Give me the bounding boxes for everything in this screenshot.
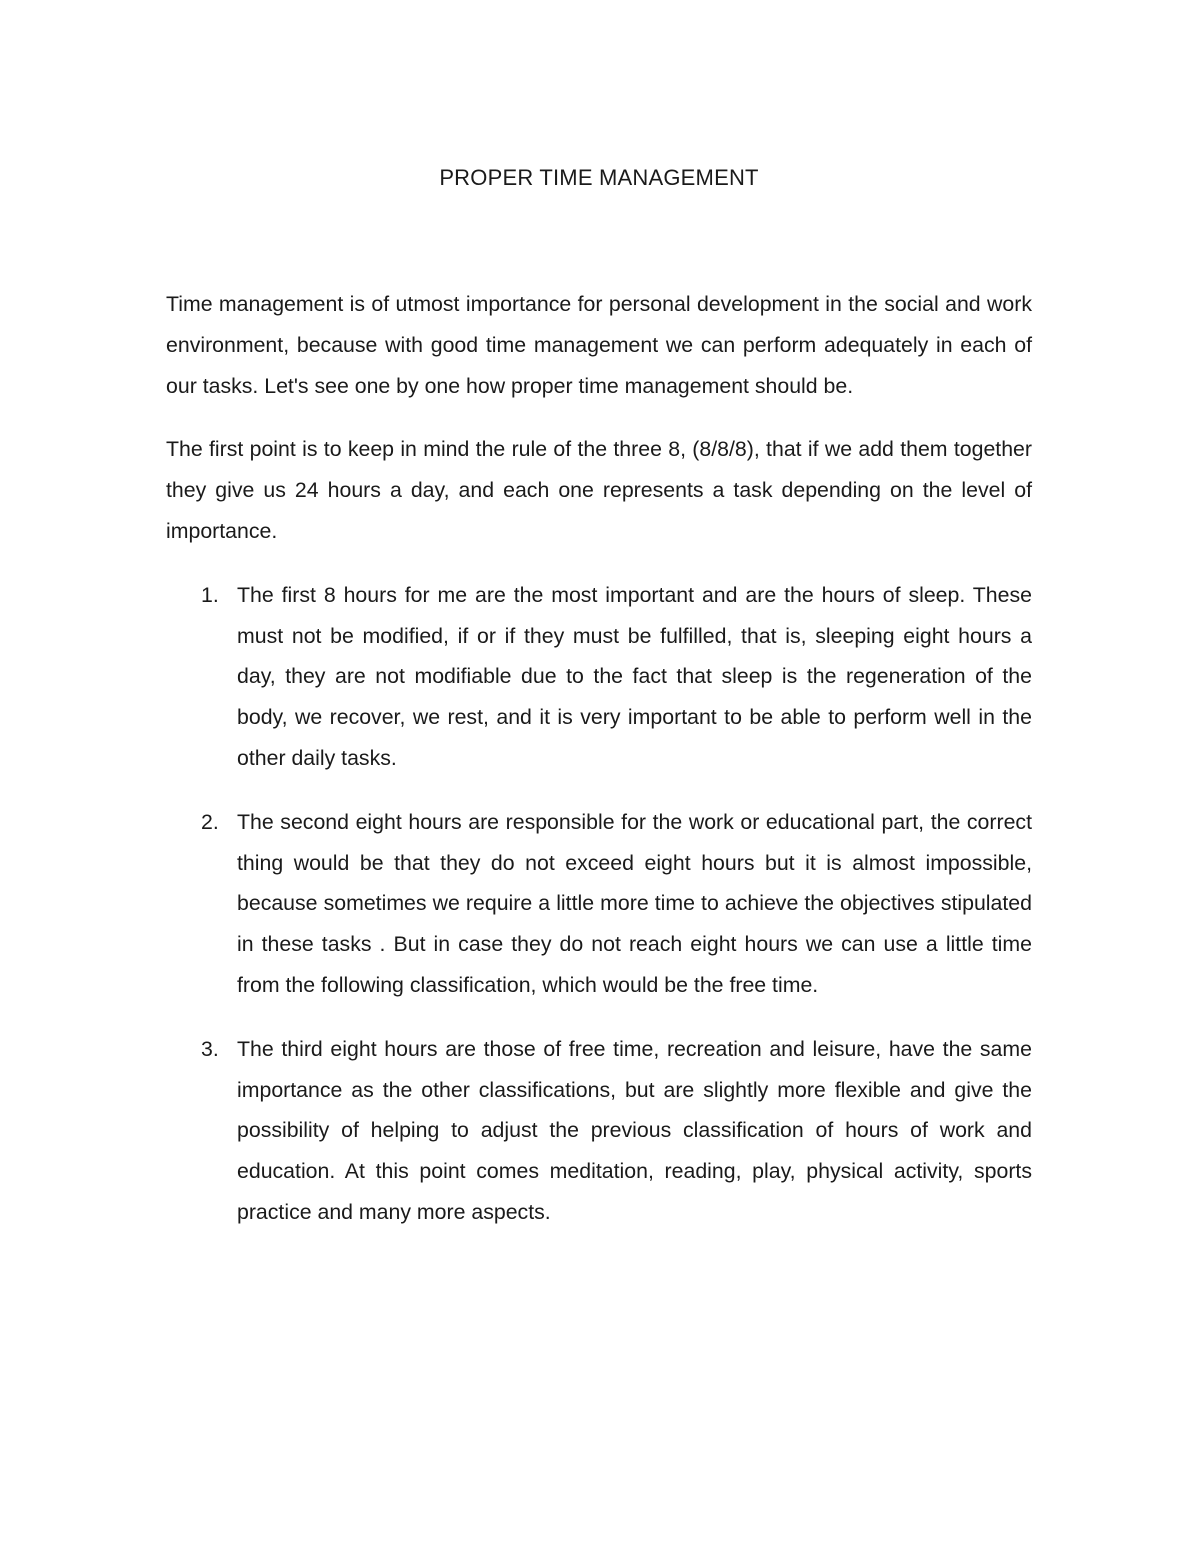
document-page	[166, 0, 1032, 1553]
list-item-sleep	[166, 575, 1032, 779]
document-title: PROPER TIME MANAGEMENT	[439, 165, 759, 190]
list-item-work	[166, 802, 1032, 1006]
list-item-text: The first 8 hours for me are the most important and are the hours of sleep. These must not be modified, if or if they must be fulfilled, that is, sleeping eight hours a day, they are not modifiable due to the fact that sleep is the regeneration of the body, we recover, we rest, and it is very important to be able to perform well in the other daily tasks.	[237, 582, 1032, 770]
numbered-list	[166, 575, 1032, 1233]
intro-paragraph: Time management is of utmost importance for personal development in the social and work environment, because with good time management we can perform adequately in each of our tasks. Let's see one by one how proper time management should be.	[166, 292, 1032, 398]
list-number: 3.	[201, 1036, 219, 1061]
rule-paragraph: The first point is to keep in mind the rule of the three 8, (8/8/8), that if we add them together they give us 24 hours a day, and each one represents a task depending on the level of importance.	[166, 437, 1032, 543]
list-number: 2.	[201, 809, 219, 834]
list-item-free-time	[166, 1029, 1032, 1233]
document-body	[166, 284, 1032, 1256]
list-item-text: The second eight hours are responsible for the work or educational part, the correct thing would be that they do not exceed eight hours but it is almost impossible, because sometimes we require a little more time to achieve the objectives stipulated in these tasks . But in case they do not reach eight hours we can use a little time from the following classification, which would be the free time.	[237, 809, 1032, 997]
list-item-text: The third eight hours are those of free time, recreation and leisure, have the same importance as the other classifications, but are slightly more flexible and give the possibility of helping to adjust the previous classification of hours of work and education. At this point comes meditation, reading, play, physical activity, sports practice and many more aspects.	[237, 1036, 1032, 1224]
list-number: 1.	[201, 582, 219, 607]
